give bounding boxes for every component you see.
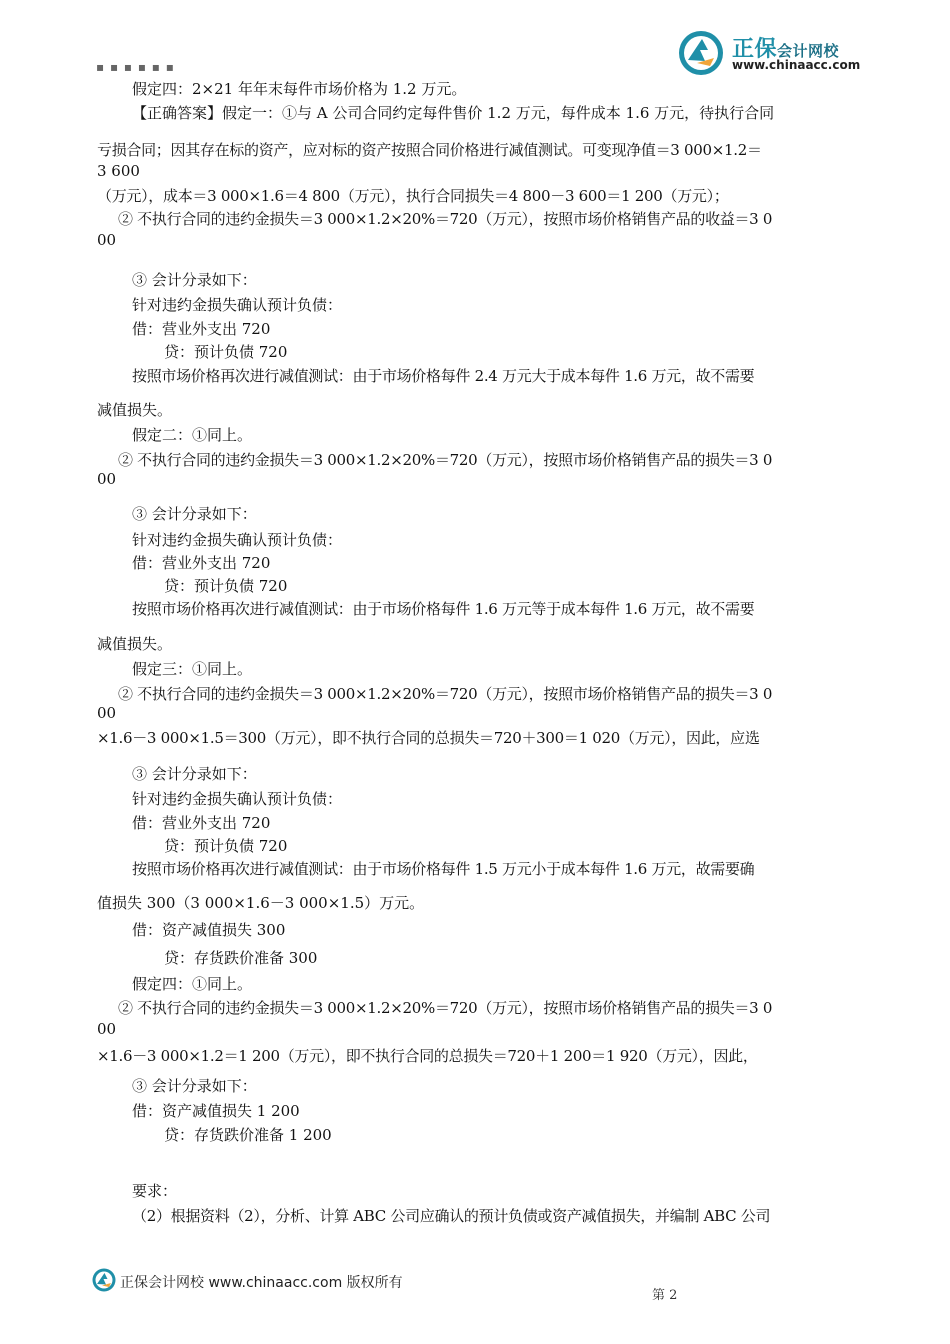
text-line: 借：资产减值损失 1 200 — [132, 1102, 300, 1120]
text-line: ② 不执行合同的违约金损失＝3 000×1.2×20%＝720（万元），按照市场价格销售产品的损失＝3 0 — [118, 999, 773, 1017]
text-line: 亏损合同；因其存在标的资产，应对标的资产按照合同价格进行减值测试。可变现净值＝3 000×1.2＝ — [97, 141, 762, 159]
text-line: 按照市场价格再次进行减值测试：由于市场价格每件 1.5 万元小于成本每件 1.6 万元，故需要确 — [132, 860, 755, 878]
brand-url: www.chinaacc.com — [732, 58, 861, 72]
text-line: 针对违约金损失确认预计负债： — [132, 790, 343, 808]
text-line: 【正确答案】假定一：①与 A 公司合同约定每件售价 1.2 万元，每件成本 1.6 万元，待执行合同 — [132, 104, 775, 122]
text-line: 减值损失。 — [97, 401, 173, 419]
text-line: 按照市场价格再次进行减值测试：由于市场价格每件 2.4 万元大于成本每件 1.6 万元，故不需要 — [132, 367, 755, 385]
text-line: 借：资产减值损失 300 — [132, 921, 286, 939]
brand-name: 正保会计网校 — [732, 37, 840, 62]
text-line: ③ 会计分录如下： — [132, 765, 257, 783]
text-line: 假定二：①同上。 — [132, 426, 253, 444]
text-line: 借：营业外支出 720 — [132, 320, 271, 338]
brand-logo-icon — [678, 30, 724, 76]
footer-logo-icon — [92, 1268, 116, 1292]
text-line: 贷：存货跌价准备 1 200 — [164, 1126, 332, 1144]
text-line: 00 — [97, 470, 117, 488]
text-line: 贷：预计负债 720 — [164, 343, 288, 361]
text-line: 3 600 — [97, 162, 140, 180]
brand-logo[interactable] — [678, 30, 878, 76]
text-line: 00 — [97, 704, 117, 722]
text-line: （万元），成本＝3 000×1.6＝4 800（万元），执行合同损失＝4 800－3 600＝1 200（万元）； — [97, 187, 729, 205]
text-line: 针对违约金损失确认预计负债： — [132, 531, 343, 549]
text-line: 值损失 300（3 000×1.6－3 000×1.5）万元。 — [97, 894, 425, 912]
text-line: 要求： — [132, 1182, 178, 1200]
text-line: 假定四：①同上。 — [132, 975, 253, 993]
footer-copyright: 正保会计网校 www.chinaacc.com 版权所有 — [120, 1275, 403, 1291]
text-line: ×1.6－3 000×1.2＝1 200（万元），即不执行合同的总损失＝720＋1 200＝1 920（万元），因此， — [97, 1047, 758, 1065]
text-line: ③ 会计分录如下： — [132, 271, 257, 289]
text-line: ② 不执行合同的违约金损失＝3 000×1.2×20%＝720（万元），按照市场价格销售产品的损失＝3 0 — [118, 451, 773, 469]
text-line: 贷：预计负债 720 — [164, 577, 288, 595]
text-line: ③ 会计分录如下： — [132, 1077, 257, 1095]
text-line: 00 — [97, 231, 117, 249]
text-line: ×1.6－3 000×1.5＝300（万元），即不执行合同的总损失＝720＋300＝1 020（万元），因此，应选 — [97, 729, 760, 747]
text-line: 借：营业外支出 720 — [132, 554, 271, 572]
text-line: 假定四：2×21 年年末每件市场价格为 1.2 万元。 — [132, 80, 467, 98]
text-line: 假定三：①同上。 — [132, 660, 253, 678]
text-line: 按照市场价格再次进行减值测试：由于市场价格每件 1.6 万元等于成本每件 1.6 万元，故不需要 — [132, 600, 755, 618]
text-line: 减值损失。 — [97, 635, 173, 653]
text-line: ② 不执行合同的违约金损失＝3 000×1.2×20%＝720（万元），按照市场价格销售产品的损失＝3 0 — [118, 685, 773, 703]
text-line: 借：营业外支出 720 — [132, 814, 271, 832]
header-fragment: ▪ ▪ ▪ ▪ ▪ ▪ — [96, 60, 175, 74]
text-line: （2）根据资料（2），分析、计算 ABC 公司应确认的预计负债或资产减值损失，并编制 ABC 公司 — [132, 1207, 771, 1225]
text-line: 贷：预计负债 720 — [164, 837, 288, 855]
text-line: ③ 会计分录如下： — [132, 505, 257, 523]
text-line: 贷：存货跌价准备 300 — [164, 949, 318, 967]
text-line: 针对违约金损失确认预计负债： — [132, 296, 343, 314]
text-line: ② 不执行合同的违约金损失＝3 000×1.2×20%＝720（万元），按照市场价格销售产品的收益＝3 0 — [118, 210, 773, 228]
text-line: 00 — [97, 1020, 117, 1038]
page-number: 第 2 — [652, 1288, 678, 1303]
